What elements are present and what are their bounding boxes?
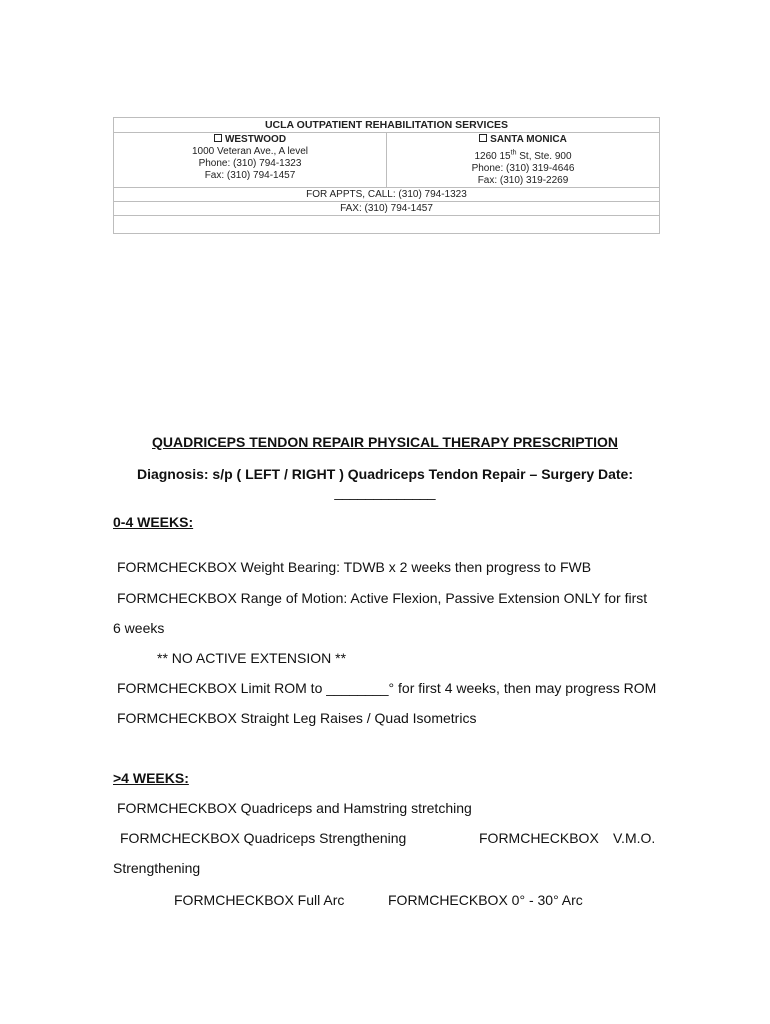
santa-monica-name-line xyxy=(387,134,659,146)
limit-rom-item: FORMCHECKBOX Limit ROM to ________° for first 4 weeks, then may progress ROM xyxy=(117,680,657,696)
santa-monica-address xyxy=(387,151,659,163)
vmo-label: V.M.O. xyxy=(613,830,656,846)
straight-leg-raises-item: FORMCHECKBOX Straight Leg Raises / Quad Isometrics xyxy=(117,710,477,726)
westwood-location xyxy=(114,133,387,187)
appointments-line: FOR APPTS, CALL: (310) 794-1323 xyxy=(114,188,659,202)
quad-strengthening-item: FORMCHECKBOX Quadriceps Strengthening xyxy=(120,830,407,846)
westwood-address: 1000 Veteran Ave., A level xyxy=(191,146,309,157)
range-of-motion-continuation: 6 weeks xyxy=(113,620,165,636)
checkbox-icon xyxy=(214,134,222,142)
full-arc-item: FORMCHECKBOX Full Arc xyxy=(174,892,345,908)
document-title: QUADRICEPS TENDON REPAIR PHYSICAL THERAPY PRESCRIPTION xyxy=(152,434,618,450)
santa-monica-address-sup: th xyxy=(510,149,517,157)
locations-row xyxy=(114,133,659,188)
header-title: UCLA OUTPATIENT REHABILITATION SERVICES xyxy=(114,118,659,133)
santa-monica-fax: Fax: (310) 319-2269 xyxy=(477,175,569,186)
range-of-motion-item: FORMCHECKBOX Range of Motion: Active Flexion, Passive Extension ONLY for first xyxy=(117,590,648,606)
no-active-extension-note: ** NO ACTIVE EXTENSION ** xyxy=(157,650,347,666)
westwood-name-line xyxy=(114,134,386,146)
partial-arc-item: FORMCHECKBOX 0° - 30° Arc xyxy=(388,892,583,908)
clinic-header-table xyxy=(113,117,660,234)
santa-monica-phone: Phone: (310) 319-4646 xyxy=(471,163,575,174)
santa-monica-location xyxy=(387,133,659,187)
section-over-4-weeks: >4 WEEKS: xyxy=(113,770,189,786)
westwood-phone: Phone: (310) 794-1323 xyxy=(198,158,302,169)
surgery-date-blank: _____________ xyxy=(334,484,436,500)
vmo-checkbox-label: FORMCHECKBOX xyxy=(479,830,599,846)
westwood-fax: Fax: (310) 794-1457 xyxy=(204,170,296,181)
diagnosis-line: Diagnosis: s/p ( LEFT / RIGHT ) Quadriceps Tendon Repair – Surgery Date: xyxy=(136,466,634,482)
santa-monica-name: SANTA MONICA xyxy=(490,134,567,145)
weight-bearing-item: FORMCHECKBOX Weight Bearing: TDWB x 2 weeks then progress to FWB xyxy=(117,559,592,575)
santa-monica-address-rest: St, Ste. 900 xyxy=(516,151,572,162)
checkbox-icon xyxy=(479,134,487,142)
vmo-strengthening-continuation: Strengthening xyxy=(113,860,201,876)
stretching-item: FORMCHECKBOX Quadriceps and Hamstring stretching xyxy=(117,800,472,816)
santa-monica-address-num: 1260 15 xyxy=(474,151,511,162)
westwood-name: WESTWOOD xyxy=(224,134,287,145)
section-0-4-weeks: 0-4 WEEKS: xyxy=(113,514,194,530)
empty-row xyxy=(114,216,659,233)
fax-line: FAX: (310) 794-1457 xyxy=(114,202,659,216)
